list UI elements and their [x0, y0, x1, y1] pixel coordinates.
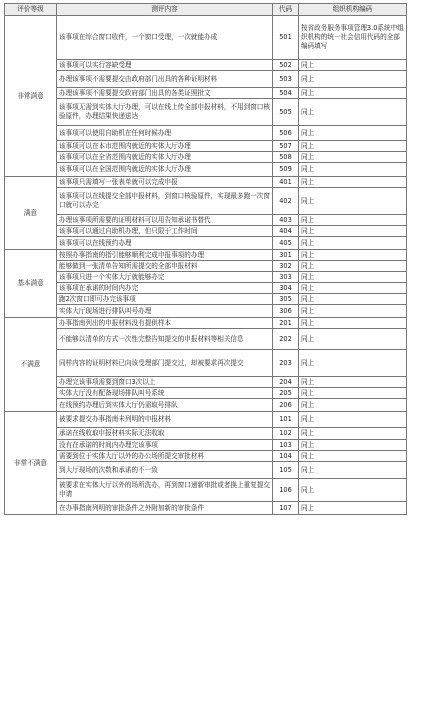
code-cell: 104 [273, 451, 299, 462]
table-row [5, 412, 407, 428]
table-row [5, 261, 407, 272]
content-cell: 需要到位于实体大厅以外的办公场所提交审批材料 [57, 451, 273, 462]
org-cell: 同上 [299, 388, 407, 399]
content-cell: 该事项在综合窗口收件，一个窗口受理，一次就能办成 [57, 16, 273, 60]
code-cell: 504 [273, 88, 299, 99]
code-cell: 101 [273, 412, 299, 428]
table-row [5, 294, 407, 305]
table-row [5, 462, 407, 479]
content-cell: 该事项可以在线预约办理 [57, 237, 273, 250]
code-cell: 201 [273, 318, 299, 329]
table-row [5, 250, 407, 261]
code-cell: 506 [273, 126, 299, 141]
header-row [5, 4, 407, 16]
org-cell: 同上 [299, 479, 407, 502]
header-level: 评价等级 [5, 4, 57, 16]
level-cell: 基本满意 [5, 250, 57, 318]
header-org: 组织机构编码 [299, 4, 407, 16]
content-cell: 被要求在实体大厅以外的场所洗办，再到窗口递新审批或者换上重复提交申请 [57, 479, 273, 502]
evaluation-table [4, 3, 407, 515]
code-cell: 203 [273, 350, 299, 377]
table-row [5, 71, 407, 88]
content-cell: 在线预约办理后到实体大厅仍需取号排队 [57, 399, 273, 412]
table-row [5, 283, 407, 294]
content-cell: 跑2次窗口即可办完该事项 [57, 294, 273, 305]
code-cell: 204 [273, 377, 299, 388]
content-cell: 办理该事项所需要的证明材料可以用告知承诺书替代 [57, 215, 273, 226]
org-cell: 同上 [299, 237, 407, 250]
table-row [5, 16, 407, 60]
org-cell: 同上 [299, 283, 407, 294]
table-row [5, 329, 407, 350]
table-row [5, 226, 407, 237]
code-cell: 501 [273, 16, 299, 60]
content-cell: 不能够以清单的方式一次性完整告知提交的申报材料等相关信息 [57, 329, 273, 350]
org-cell: 同上 [299, 126, 407, 141]
content-cell: 办理完该事项需要到窗口3次以上 [57, 377, 273, 388]
code-cell: 508 [273, 152, 299, 163]
table-row [5, 99, 407, 126]
org-cell: 同上 [299, 152, 407, 163]
org-cell: 同上 [299, 188, 407, 215]
table-row [5, 88, 407, 99]
org-cell: 同上 [299, 350, 407, 377]
code-cell: 205 [273, 388, 299, 399]
content-cell: 该事项只进一个实体大厅就能够办完 [57, 272, 273, 283]
org-cell: 同上 [299, 141, 407, 152]
content-cell: 该事项可以在本市范围内就近的实体大厅办理 [57, 141, 273, 152]
table-row [5, 141, 407, 152]
content-cell: 该事项可以在全国范围内就近的实体大厅办理 [57, 163, 273, 177]
code-cell: 301 [273, 250, 299, 261]
table-row [5, 215, 407, 226]
org-cell: 同上 [299, 99, 407, 126]
table-row [5, 440, 407, 451]
org-cell: 同上 [299, 502, 407, 515]
org-cell: 按省政务服务事项管理3.0系统中组织机构的统一社会信用代码的全部编码填写 [299, 16, 407, 60]
content-cell: 到大厅现场的次数和承诺的不一致 [57, 462, 273, 479]
table-row [5, 388, 407, 399]
org-cell: 同上 [299, 71, 407, 88]
table-row [5, 377, 407, 388]
table-row [5, 152, 407, 163]
table-row [5, 163, 407, 177]
content-cell: 该事项可以通过自助机办理，但只限于工作时间 [57, 226, 273, 237]
code-cell: 505 [273, 99, 299, 126]
content-cell: 该事项可以在全省范围内就近的实体大厅办理 [57, 152, 273, 163]
content-cell: 同样内容的证明材料已向该受理部门提交过，却被要求再次提交 [57, 350, 273, 377]
table-row [5, 272, 407, 283]
content-cell: 办事指南列出的申报材料没有提供样本 [57, 318, 273, 329]
org-cell: 同上 [299, 215, 407, 226]
table-row [5, 479, 407, 502]
table-body [5, 16, 407, 515]
content-cell: 实体大厅现场进行排队叫号办理 [57, 305, 273, 318]
code-cell: 206 [273, 399, 299, 412]
level-cell: 不满意 [5, 318, 57, 412]
table-row [5, 305, 407, 318]
code-cell: 102 [273, 428, 299, 440]
content-cell: 被要求提交办事指南未列明的申报材料 [57, 412, 273, 428]
header-content: 测评内容 [57, 4, 273, 16]
org-cell: 同上 [299, 88, 407, 99]
org-cell: 同上 [299, 399, 407, 412]
org-cell: 同上 [299, 329, 407, 350]
code-cell: 404 [273, 226, 299, 237]
content-cell: 该事项可以实行容缺受理 [57, 60, 273, 71]
code-cell: 502 [273, 60, 299, 71]
content-cell: 该事项可以在线提交全部申报材料，到窗口核验原件，实现最多跑一次窗口就可以办完 [57, 188, 273, 215]
code-cell: 106 [273, 479, 299, 502]
level-cell: 满意 [5, 177, 57, 250]
org-cell: 同上 [299, 318, 407, 329]
code-cell: 507 [273, 141, 299, 152]
table-row [5, 399, 407, 412]
content-cell: 按照办事指南的指引能够顺利完成申报事项的办理 [57, 250, 273, 261]
org-cell: 同上 [299, 412, 407, 428]
content-cell: 没有在承诺的时间内办理完该事项 [57, 440, 273, 451]
code-cell: 303 [273, 272, 299, 283]
content-cell: 能够做到一张清单告知所需提交的全部申报材料 [57, 261, 273, 272]
org-cell: 同上 [299, 428, 407, 440]
table-row [5, 177, 407, 188]
org-cell: 同上 [299, 272, 407, 283]
content-cell: 办理该事项不需要提交由政府部门出具的各种证明材料 [57, 71, 273, 88]
table-row [5, 318, 407, 329]
content-cell: 承诺在线收取申报材料实际无法收取 [57, 428, 273, 440]
content-cell: 该事项可以使用自助机在任何时候办理 [57, 126, 273, 141]
org-cell: 同上 [299, 451, 407, 462]
code-cell: 103 [273, 440, 299, 451]
code-cell: 302 [273, 261, 299, 272]
content-cell: 该事项在承诺的时间内办完 [57, 283, 273, 294]
org-cell: 同上 [299, 177, 407, 188]
code-cell: 305 [273, 294, 299, 305]
code-cell: 107 [273, 502, 299, 515]
org-cell: 同上 [299, 294, 407, 305]
content-cell: 该事项无需到实体大厅办理，可以在线上传全部申报材料，不用到窗口核验原件，办理结果快递送达 [57, 99, 273, 126]
table-row [5, 502, 407, 515]
level-cell: 非常满意 [5, 16, 57, 177]
org-cell: 同上 [299, 226, 407, 237]
code-cell: 509 [273, 163, 299, 177]
table-row [5, 237, 407, 250]
header-code: 代码 [273, 4, 299, 16]
code-cell: 405 [273, 237, 299, 250]
table-row [5, 60, 407, 71]
org-cell: 同上 [299, 60, 407, 71]
content-cell: 实体大厅没有配备现场排队叫号系统 [57, 388, 273, 399]
org-cell: 同上 [299, 261, 407, 272]
org-cell: 同上 [299, 462, 407, 479]
code-cell: 401 [273, 177, 299, 188]
content-cell: 在办事指南列明的审批条件之外附加新的审批条件 [57, 502, 273, 515]
org-cell: 同上 [299, 305, 407, 318]
table-row [5, 188, 407, 215]
code-cell: 306 [273, 305, 299, 318]
org-cell: 同上 [299, 440, 407, 451]
level-cell: 非常不满意 [5, 412, 57, 515]
content-cell: 办理该事项不需要提交政府部门出具的各类证照批文 [57, 88, 273, 99]
code-cell: 105 [273, 462, 299, 479]
code-cell: 402 [273, 188, 299, 215]
table-row [5, 350, 407, 377]
table-row [5, 428, 407, 440]
code-cell: 304 [273, 283, 299, 294]
code-cell: 202 [273, 329, 299, 350]
org-cell: 同上 [299, 377, 407, 388]
org-cell: 同上 [299, 250, 407, 261]
org-cell: 同上 [299, 163, 407, 177]
code-cell: 403 [273, 215, 299, 226]
table-row [5, 451, 407, 462]
content-cell: 该事项只需填写一张表单就可以完成申报 [57, 177, 273, 188]
table-row [5, 126, 407, 141]
code-cell: 503 [273, 71, 299, 88]
